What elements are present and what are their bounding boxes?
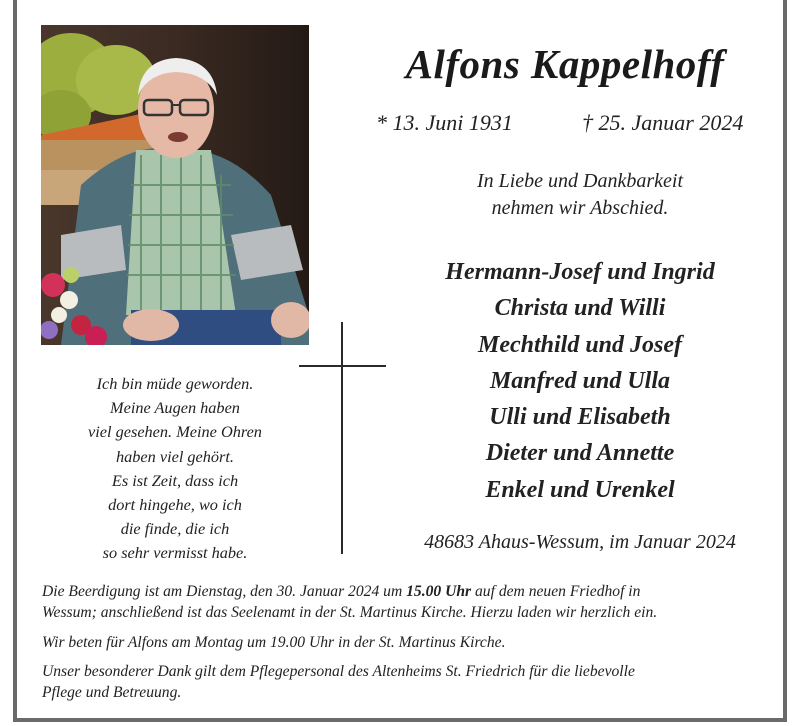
- cross-icon-vertical: [341, 322, 343, 554]
- poem-line: dort hingehe, wo ich: [108, 495, 242, 515]
- deceased-name: Alfons Kappelhoff: [405, 41, 725, 87]
- poem-line: haben viel gehört.: [115, 446, 234, 466]
- poem-line: viel gesehen. Meine Ohren: [88, 422, 262, 442]
- farewell-line-1: In Liebe und Dankbarkeit: [476, 170, 684, 192]
- thanks-line-1: Unser besonderer Dank gilt dem Pflegepersonal des Altenheims St. Friedrich für die liebevolle: [42, 663, 635, 680]
- family-member: Dieter und Annette: [485, 440, 675, 467]
- funeral-text-post: auf dem neuen Friedhof in: [471, 583, 641, 600]
- poem-line: Ich bin müde geworden.: [96, 374, 254, 393]
- portrait-photo: [41, 25, 309, 345]
- farewell-line-2: nehmen wir Abschied.: [491, 197, 669, 219]
- funeral-notice-line-2: Wessum; anschließend ist das Seelenamt in der St. Martinus Kirche. Hierzu laden wir herzlich ein.: [42, 603, 658, 621]
- funeral-text-pre: Die Beerdigung ist am Dienstag, den 30. Januar 2024 um: [42, 583, 407, 600]
- farewell-message: [370, 168, 790, 222]
- funeral-notice: [42, 582, 777, 623]
- portrait-photo-image: [41, 25, 309, 345]
- poem-line: die finde, die ich: [120, 519, 230, 539]
- cross-icon-horizontal: [299, 365, 386, 367]
- thanks-line-2: Pflege und Betreuung.: [42, 683, 182, 701]
- family-member: Enkel und Urenkel: [485, 476, 675, 503]
- funeral-time: 15.00 Uhr: [406, 583, 472, 600]
- poem-line: so sehr vermisst habe.: [102, 543, 248, 563]
- death-date: † 25. Januar 2024: [582, 110, 744, 135]
- funeral-notice-line-1: [42, 582, 777, 603]
- prayer-notice: Wir beten für Alfons am Montag um 19.00 Uhr in der St. Martinus Kirche.: [42, 634, 506, 651]
- family-member: Hermann-Josef und Ingrid: [445, 259, 715, 285]
- family-list: [370, 254, 790, 508]
- poem: [40, 372, 310, 566]
- family-member: Christa und Willi: [494, 295, 666, 322]
- birth-date: * 13. Juni 1931: [376, 110, 513, 135]
- poem-line: Es ist Zeit, dass ich: [111, 470, 239, 490]
- family-member: Mechthild und Josef: [477, 331, 683, 358]
- family-member: Ulli und Elisabeth: [489, 404, 671, 431]
- place-and-date: 48683 Ahaus-Wessum, im Januar 2024: [424, 531, 736, 553]
- thanks-notice: [42, 662, 777, 703]
- poem-line: Meine Augen haben: [110, 398, 240, 418]
- family-member: Manfred und Ulla: [489, 367, 671, 394]
